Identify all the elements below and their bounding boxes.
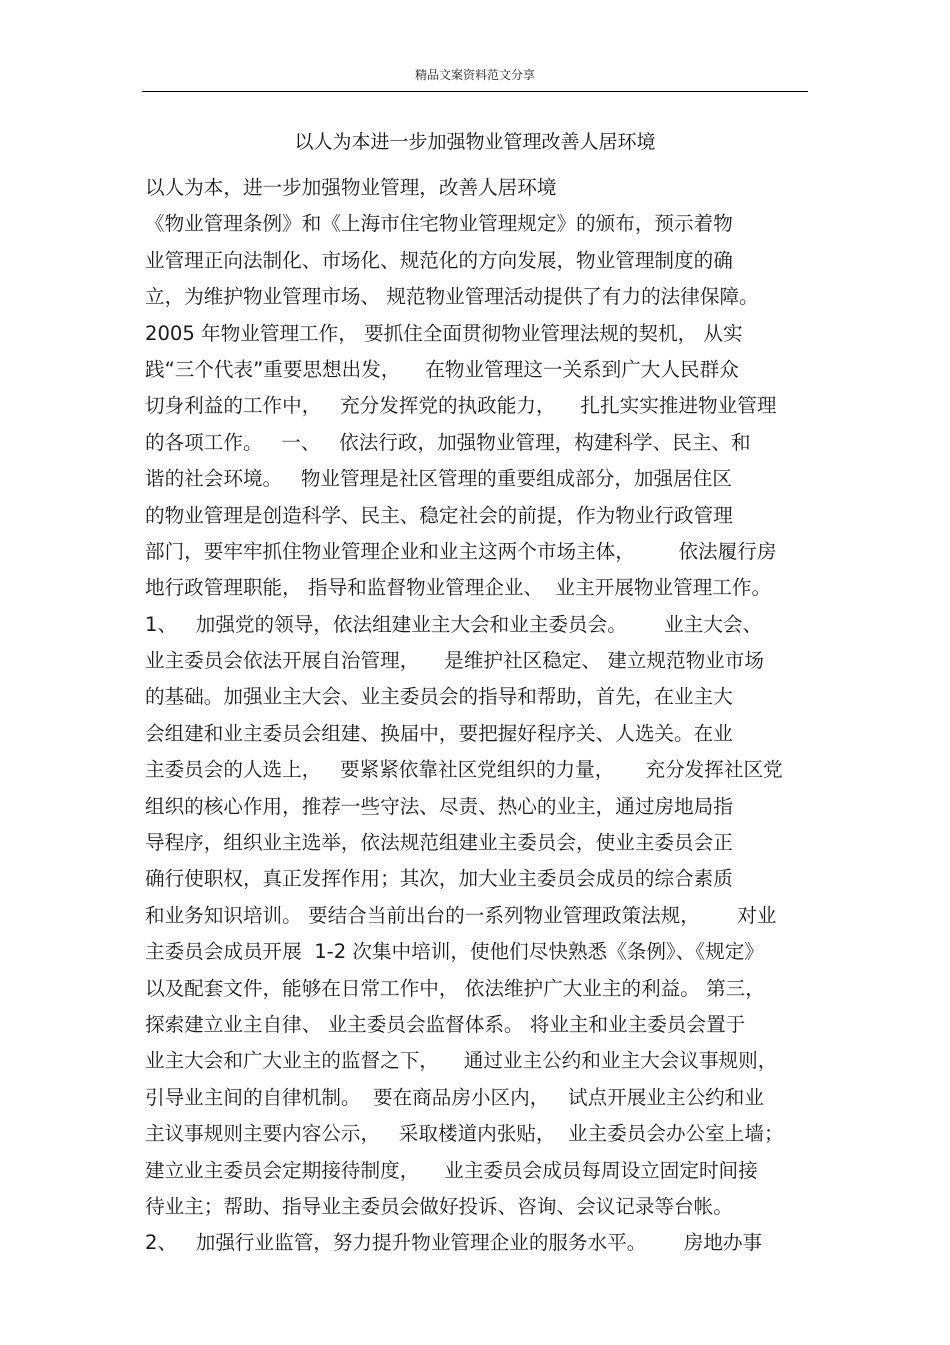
body-text-line: 建立业主委员会定期接待制度， 业主委员会成员每周设立固定时间接 — [145, 1158, 758, 1182]
body-text-line: 探索建立业主自律、 业主委员会监督体系。 将业主和业主委员会置于 — [145, 1012, 746, 1036]
body-text-line: 的物业管理是创造科学、民主、稳定社会的前提，作为物业行政管理 — [145, 503, 733, 527]
body-text-line: 主委员会成员开展 1-2 次集中培训，使他们尽快熟悉《条例》、《规定》 — [145, 940, 764, 964]
body-text-line: 的各项工作。 一、 依法行政，加强物业管理，构建科学、民主、和 — [145, 430, 751, 454]
body-text-line: 组织的核心作用，推荐一些守法、尽责、热心的业主，通过房地局指 — [145, 794, 733, 818]
body-text-line: 2005 年物业管理工作， 要抓住全面贯彻物业管理法规的契机， 从实 — [145, 321, 743, 345]
body-text-line: 1、 加强党的领导，依法组建业主大会和业主委员会。 业主大会、 — [145, 612, 763, 636]
body-text-line: 谐的社会环境。 物业管理是社区管理的重要组成部分，加强居住区 — [145, 467, 732, 491]
body-text-line: 会组建和业主委员会组建、换届中，要把握好程序关、人选关。在业 — [145, 721, 733, 745]
body-text-line: 业主委员会依法开展自治管理， 是维护社区稳定、 建立规范物业市场 — [145, 649, 764, 673]
body-text-line: 主议事规则主要内容公示， 采取楼道内张贴， 业主委员会办公室上墙； — [145, 1122, 784, 1146]
body-text-line: 切身利益的工作中， 充分发挥党的执政能力， 扎扎实实推进物业管理 — [145, 394, 777, 418]
body-text-line: 践“三个代表”重要思想出发， 在物业管理这一关系到广大人民群众 — [145, 357, 739, 381]
body-text-line: 以人为本，进一步加强物业管理，改善人居环境 — [145, 176, 557, 199]
body-text-line: 以及配套文件，能够在日常工作中， 依法维护广大业主的利益。 第三， — [145, 976, 765, 1000]
body-text-line: 导程序，组织业主选举，依法规范组建业主委员会，使业主委员会正 — [145, 831, 733, 855]
body-text-line: 引导业主间的自律机制。 要在商品房小区内， 试点开展业主公约和业 — [145, 1085, 764, 1109]
document-body — [145, 175, 815, 1267]
body-text-line: 2、 加强行业监管，努力提升物业管理企业的服务水平。 房地办事 — [145, 1231, 763, 1255]
body-text-line: 部门，要牢牢抓住物业管理企业和业主这两个市场主体， 依法履行房 — [145, 539, 777, 563]
document-title: 以人为本进一步加强物业管理改善人居环境 — [294, 131, 656, 153]
body-text-line: 业管理正向法制化、市场化、规范化的方向发展，物业管理制度的确 — [145, 248, 733, 272]
body-text-line: 立，为维护物业管理市场、 规范物业管理活动提供了有力的法律保障。 — [145, 285, 759, 309]
body-text-line: 主委员会的人选上， 要紧紧依靠社区党组织的力量， 充分发挥社区党 — [145, 758, 783, 782]
body-text-line: 待业主；帮助、指导业主委员会做好投诉、咨询、会议记录等台帐。 — [145, 1194, 733, 1218]
header-divider — [142, 91, 808, 92]
body-text-line: 确行使职权，真正发挥作用；其次，加大业主委员会成员的综合素质 — [145, 867, 733, 891]
body-text-line: 《物业管理条例》和《上海市住宅物业管理规定》的颁布，预示着物 — [145, 212, 733, 236]
body-text-line: 地行政管理职能， 指导和监督物业管理企业、 业主开展物业管理工作。 — [145, 576, 772, 600]
body-text-line: 和业务知识培训。 要结合当前出台的一系列物业管理政策法规， 对业 — [145, 903, 777, 927]
body-text-line: 业主大会和广大业主的监督之下， 通过业主公约和业主大会议事规则， — [145, 1049, 778, 1073]
page-header: 精品文案资料范文分享 — [414, 68, 535, 82]
body-text-line: 的基础。加强业主大会、业主委员会的指导和帮助，首先，在业主大 — [145, 685, 733, 709]
